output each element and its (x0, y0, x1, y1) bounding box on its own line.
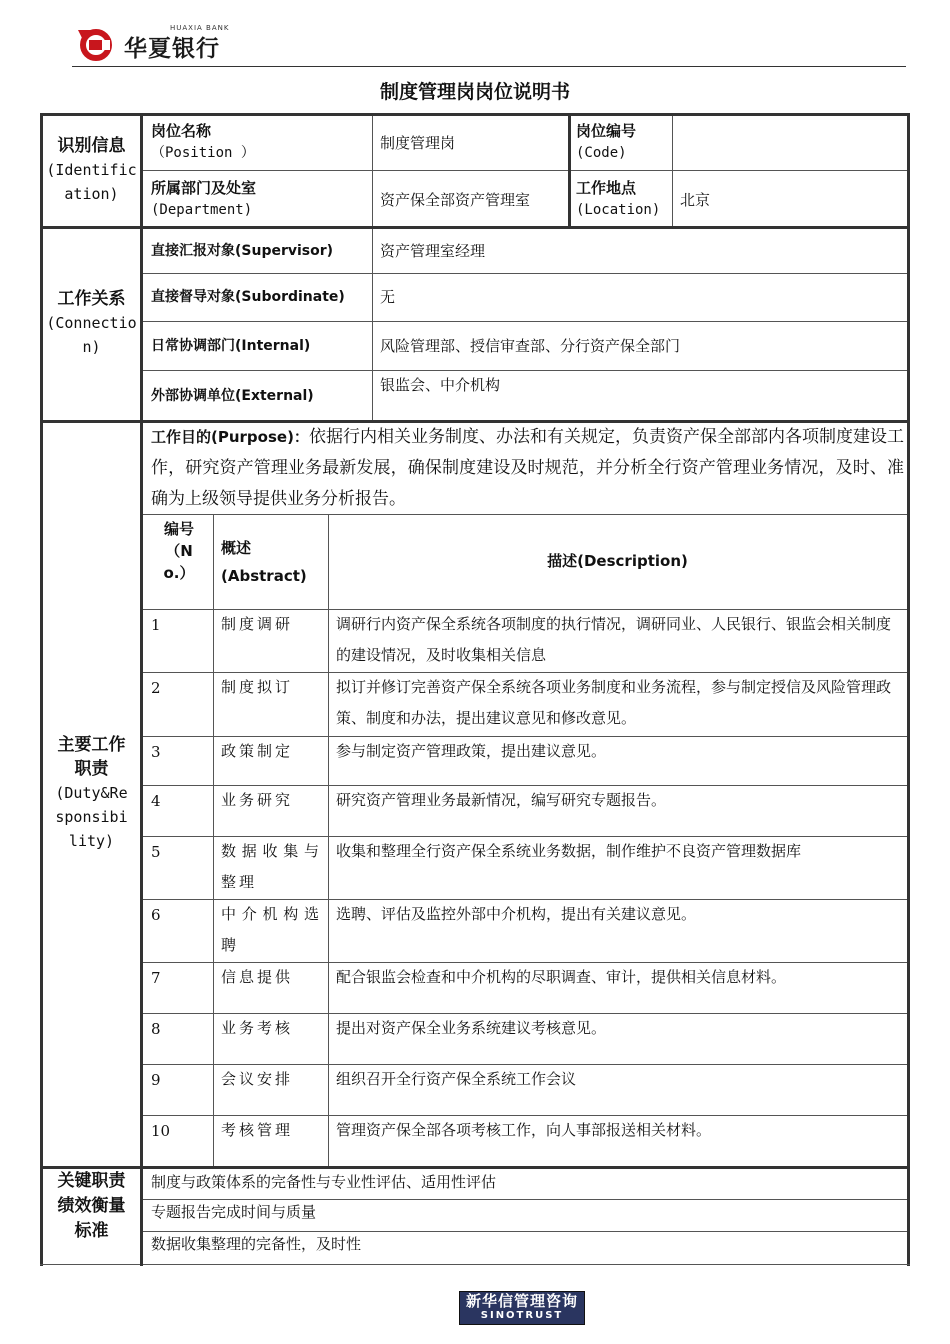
duty-item-description: 拟订并修订完善资产保全系统各项业务制度和业务流程，参与制定授信及风险管理政策、制度和办法，提出建议意见和修改意见。 (336, 678, 892, 727)
duty-item-abstract: 制度调研 (221, 615, 294, 633)
code-value (680, 132, 904, 156)
purpose-label: 工作目的(Purpose)： (151, 428, 309, 446)
section-connection (43, 229, 140, 420)
duty-item-abstract: 会议安排 (221, 1070, 294, 1088)
position-name-label-en: （Position ） (151, 145, 255, 161)
page-title: 制度管理岗岗位说明书 (379, 81, 570, 103)
duty-item-description: 提出对资产保全业务系统建议考核意见。 (336, 1019, 607, 1037)
connection-col-divider (372, 229, 373, 420)
kpi-item: 专题报告完成时间与质量 (151, 1203, 317, 1221)
department-label-en: (Department) (151, 202, 253, 218)
duty-item-description: 调研行内资产保全系统各项制度的执行情况，调研同业、人民银行、银监会相关制度的建设情况，及时收集相关信息 (336, 615, 892, 664)
section-identification-en: (Identification) (46, 161, 137, 203)
duty-item-no: 3 (151, 743, 161, 761)
section-column-border (140, 113, 143, 1266)
table-top-border (40, 113, 910, 116)
duty-item-no: 7 (151, 969, 161, 987)
duty-item-no: 1 (151, 616, 161, 634)
section-connection-cn: 工作关系 (57, 289, 126, 309)
connection-value: 风险管理部、授信审查部、分行资产保全部门 (380, 336, 681, 355)
duty-item-abstract: 数据收集与整理 (221, 842, 322, 891)
duty-item-abstract: 业务研究 (221, 791, 294, 809)
section-connection-en: (Connection) (46, 314, 137, 356)
position-name-label: 岗位名称 (151, 122, 212, 140)
duty-item-abstract: 中介机构选聘 (221, 905, 322, 954)
connection-value: 资产管理室经理 (380, 242, 486, 260)
location-label-cell (576, 177, 670, 227)
location-label-en: (Location) (576, 202, 661, 218)
kpi-item: 制度与政策体系的完备性与专业性评估、适用性评估 (151, 1173, 497, 1191)
section-kpi-cn: 关键职责绩效衡量标准 (57, 1171, 126, 1241)
identification-col-divider-1 (372, 116, 373, 226)
duty-header-abstract: 概述(Abstract) (221, 539, 307, 585)
duty-item-abstract: 业务考核 (221, 1019, 294, 1037)
section-identification (43, 118, 140, 226)
department-label: 所属部门及处室 (151, 179, 257, 197)
duty-item-no: 8 (151, 1020, 161, 1038)
bank-logo-icon (72, 24, 122, 64)
duty-item-no: 6 (151, 906, 161, 924)
location-value: 北京 (680, 191, 711, 209)
duty-bottom-border (40, 1166, 910, 1169)
connection-row-divider (143, 321, 907, 322)
code-label-en: (Code) (576, 145, 627, 161)
kpi-item: 数据收集整理的完备性，及时性 (151, 1235, 362, 1253)
connection-value: 银监会、中介机构 (380, 376, 501, 394)
purpose-cell (151, 422, 904, 514)
duty-item-description: 收集和整理全行资产保全系统业务数据，制作维护不良资产管理数据库 (336, 842, 802, 860)
duty-item-description: 组织召开全行资产保全系统工作会议 (336, 1070, 577, 1088)
connection-label: 日常协调部门(Internal) (151, 337, 311, 354)
connection-label: 直接督导对象(Subordinate) (151, 289, 345, 305)
kpi-row-divider (143, 1199, 907, 1200)
duty-item-description: 参与制定资产管理政策，提出建议意见。 (336, 742, 607, 760)
location-label: 工作地点 (576, 179, 637, 197)
duty-item-no: 4 (151, 792, 161, 810)
purpose-divider (143, 514, 907, 515)
footer-logo (459, 1291, 585, 1325)
duty-item-abstract: 制度拟订 (221, 678, 294, 696)
duty-item-description: 选聘、评估及监控外部中介机构，提出有关建议意见。 (336, 905, 697, 923)
duty-item-abstract: 考核管理 (221, 1121, 294, 1139)
connection-label: 直接汇报对象(Supervisor) (151, 243, 334, 259)
connection-row-divider (143, 273, 907, 274)
duty-item-abstract: 信息提供 (221, 968, 294, 986)
footer-brand-en: SINOTRUST (480, 1310, 564, 1321)
position-name-label-cell (151, 120, 370, 170)
duty-item-no: 10 (151, 1122, 171, 1140)
table-right-border (907, 113, 910, 1266)
duty-item-no: 5 (151, 843, 161, 861)
section-duty (43, 423, 140, 1166)
kpi-row-divider (143, 1231, 907, 1232)
connection-label: 外部协调单位(External) (151, 388, 314, 404)
header-divider (72, 66, 906, 67)
identification-col-divider-3 (672, 116, 673, 226)
bank-name-cn: 华夏银行 (124, 36, 220, 62)
duty-col-divider-1 (213, 514, 214, 1166)
duty-item-abstract: 政策制定 (221, 742, 294, 760)
code-label: 岗位编号 (576, 122, 637, 140)
department-value: 资产保全部资产管理室 (380, 191, 531, 209)
footer-brand-cn: 新华信管理咨询 (465, 1292, 578, 1310)
duty-item-no: 9 (151, 1071, 161, 1089)
connection-value: 无 (380, 288, 396, 306)
purpose-text: 依据行内相关业务制度、办法和有关规定，负责资产保全部部内各项制度建设工作，研究资产管理业务最新发展，确保制度建设及时规范，并分析全行资产管理业务情况，及时、准确为上级领导提供业务分析报告。 (151, 427, 904, 509)
section-kpi (43, 1169, 140, 1264)
duty-item-description: 研究资产管理业务最新情况，编写研究专题报告。 (336, 791, 667, 809)
identification-row-divider (143, 170, 907, 171)
department-label-cell (151, 177, 370, 227)
code-label-cell (576, 120, 670, 170)
duty-item-description: 配合银监会检查和中介机构的尽职调查、审计，提供相关信息材料。 (336, 968, 787, 986)
section-duty-en: (Duty&Responsibility) (55, 784, 128, 850)
bank-name-en: HUAXIA BANK (170, 24, 230, 32)
duty-item-no: 2 (151, 679, 161, 697)
section-identification-cn: 识别信息 (57, 136, 126, 156)
duty-header-no: 编号（No.） (163, 520, 195, 582)
duty-header-description: 描述(Description) (547, 552, 688, 570)
identification-col-divider-2 (568, 116, 571, 226)
connection-row-divider (143, 370, 907, 371)
duty-item-description: 管理资产保全部各项考核工作，向人事部报送相关材料。 (336, 1121, 712, 1139)
duty-col-divider-2 (328, 514, 329, 1166)
section-duty-cn: 主要工作职责 (57, 735, 126, 779)
table-bottom-border (40, 1264, 910, 1265)
position-name-value: 制度管理岗 (380, 134, 456, 152)
